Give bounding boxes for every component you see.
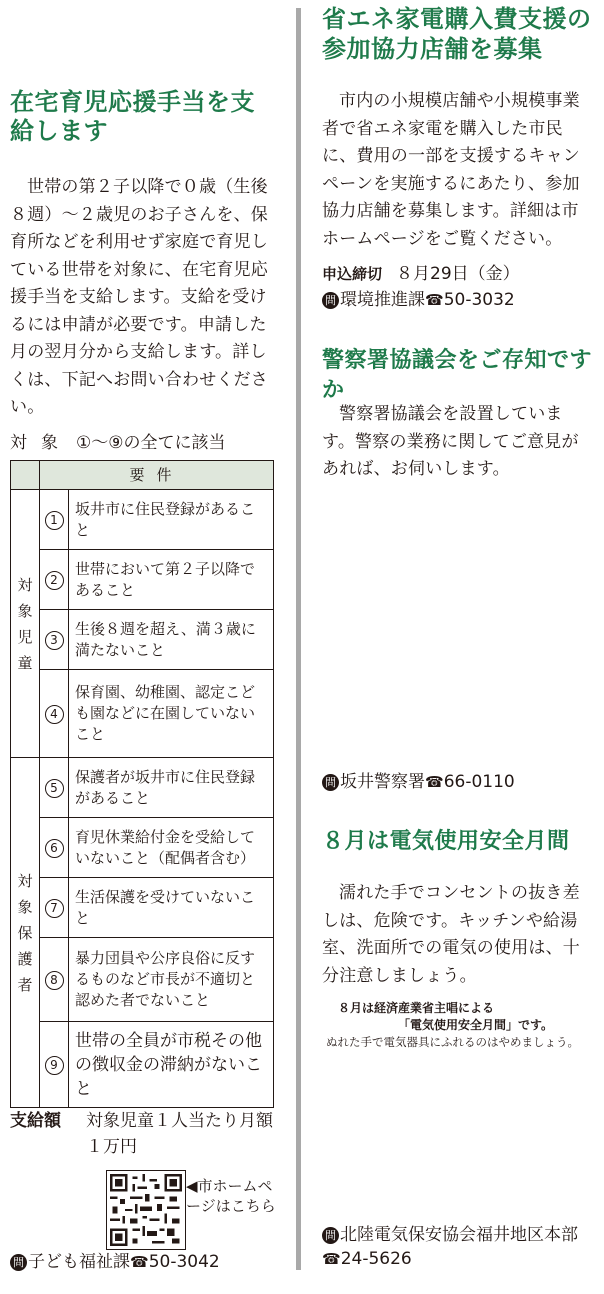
inquiry-mark-icon: 問 xyxy=(322,774,339,791)
qr-code-icon xyxy=(110,1174,182,1246)
amount-label: 支給額 xyxy=(10,1111,61,1131)
article-body-police-council: 警察署協議会を設置しています。警察の業務に関してご意見があれば、お伺いします。 xyxy=(322,404,579,479)
contact-tel[interactable]: 50-3042 xyxy=(148,1252,220,1272)
contact-name: 環境推進課 xyxy=(340,290,425,310)
phone-icon: ☎ xyxy=(130,1253,149,1271)
group-label-children: 対象児童 xyxy=(11,490,40,758)
contact-police xyxy=(322,770,515,794)
requirement-number: 4 xyxy=(40,670,69,758)
requirement-number: 6 xyxy=(40,818,69,878)
inquiry-mark-icon: 問 xyxy=(322,292,339,309)
contact-tel[interactable]: 66-0110 xyxy=(443,772,515,792)
requirements-header-row xyxy=(11,461,274,490)
requirement-number: 5 xyxy=(40,758,69,818)
campaign-caption xyxy=(326,1000,594,1051)
article-title-energy-saving: 省エネ家電購入費支援の参加協力店舗を募集 xyxy=(322,5,592,63)
header-blank-cell xyxy=(11,461,40,490)
article-title-police-council: 警察署協議会をご存知ですか xyxy=(322,348,593,403)
qr-code[interactable] xyxy=(106,1170,186,1250)
table-row xyxy=(11,1022,274,1108)
requirement-number: 8 xyxy=(40,938,69,1022)
contact-name: 北陸電気保安協会福井地区本部 xyxy=(340,1225,578,1245)
article-body-home-childcare: 世帯の第２子以降で０歳（生後８週）～２歳児のお子さんを、保育所などを利用せず家庭で育児している世帯を対象に、在宅育児応援手当を支給します。支給を受けるには申請が必要です。申請した月の翌月分から支給します。詳しくは、下記へお問い合わせください。 xyxy=(10,177,268,417)
contact-name: 坂井警察署 xyxy=(340,772,425,792)
inquiry-mark-icon: 問 xyxy=(10,1254,27,1271)
phone-icon: ☎ xyxy=(425,291,444,309)
article-title-electric-safety: ８月は電気使用安全月間 xyxy=(322,829,570,854)
requirement-text: 育児休業給付金を受給していないこと（配偶者含む） xyxy=(69,818,274,878)
requirement-number: 7 xyxy=(40,878,69,938)
table-row xyxy=(11,670,274,758)
requirement-text: 世帯の全員が市税その他の徴収金の滞納がないこと xyxy=(69,1022,274,1108)
table-row xyxy=(11,490,274,550)
application-deadline xyxy=(322,262,520,286)
column-divider xyxy=(296,8,301,1270)
requirement-text: 生後８週を超え、満３歳に満たないこと xyxy=(69,610,274,670)
amount-value-line2: １万円 xyxy=(86,1137,137,1157)
subject-label: 対象 xyxy=(10,433,72,453)
campaign-line-1: ８月は経済産業省主唱による xyxy=(338,1001,495,1015)
campaign-line-2: 「電気使用安全月間」です。 xyxy=(398,1018,554,1032)
amount-value-line1: 対象児童１人当たり月額 xyxy=(86,1111,273,1131)
table-row xyxy=(11,818,274,878)
contact-electric-safety xyxy=(322,1223,594,1271)
requirement-number: 2 xyxy=(40,550,69,610)
requirement-text: 坂井市に住民登録があること xyxy=(69,490,274,550)
subject-line xyxy=(10,431,225,455)
payment-amount xyxy=(10,1108,280,1160)
requirement-number: 3 xyxy=(40,610,69,670)
contact-tel[interactable]: 24-5626 xyxy=(340,1249,412,1269)
campaign-line-3: ぬれた手で電気器具にふれるのはやめましょう。 xyxy=(326,1035,579,1049)
requirement-text: 生活保護を受けていないこと xyxy=(69,878,274,938)
requirement-number: 9 xyxy=(40,1022,69,1108)
article-body-energy-saving: 市内の小規模店舗や小規模事業者で省エネ家電を購入した市民に、費用の一部を支援するキャンペーンを実施するにあたり、参加協力店舗を募集します。詳細は市ホームページをご覧ください。 xyxy=(322,91,580,249)
inquiry-mark-icon: 問 xyxy=(322,1227,339,1244)
article-title-home-childcare: 在宅育児応援手当を支給します xyxy=(10,88,255,145)
deadline-value: ８月29日（金） xyxy=(396,264,520,284)
requirements-table xyxy=(10,460,274,1108)
requirement-text: 暴力団員や公序良俗に反するものなど市長が不適切と認めた者でないこと xyxy=(69,938,274,1022)
table-row xyxy=(11,610,274,670)
table-row xyxy=(11,878,274,938)
requirements-header: 要件 xyxy=(40,461,274,490)
qr-note: ◀市ホームページはこちら xyxy=(186,1177,276,1215)
phone-icon: ☎ xyxy=(425,773,444,791)
table-row xyxy=(11,550,274,610)
requirement-number: 1 xyxy=(40,490,69,550)
contact-tel[interactable]: 50-3032 xyxy=(443,290,515,310)
requirement-text: 保育園、幼稚園、認定こども園などに在園していないこと xyxy=(69,670,274,758)
deadline-label: 申込締切 xyxy=(322,265,383,283)
contact-environment xyxy=(322,288,515,312)
phone-icon: ☎ xyxy=(322,1250,341,1268)
requirement-text: 保護者が坂井市に住民登録があること xyxy=(69,758,274,818)
table-row xyxy=(11,938,274,1022)
requirement-text: 世帯において第２子以降であること xyxy=(69,550,274,610)
article-body-electric-safety: 濡れた手でコンセントの抜き差しは、危険です。キッチンや給湯室、洗面所での電気の使用は、十分注意しましょう。 xyxy=(322,883,580,986)
subject-value: ①～⑨の全てに該当 xyxy=(76,433,226,453)
group-label-guardians: 対象保護者 xyxy=(11,758,40,1108)
table-row xyxy=(11,758,274,818)
contact-name: 子ども福祉課 xyxy=(28,1252,130,1272)
contact-childcare xyxy=(10,1250,220,1274)
